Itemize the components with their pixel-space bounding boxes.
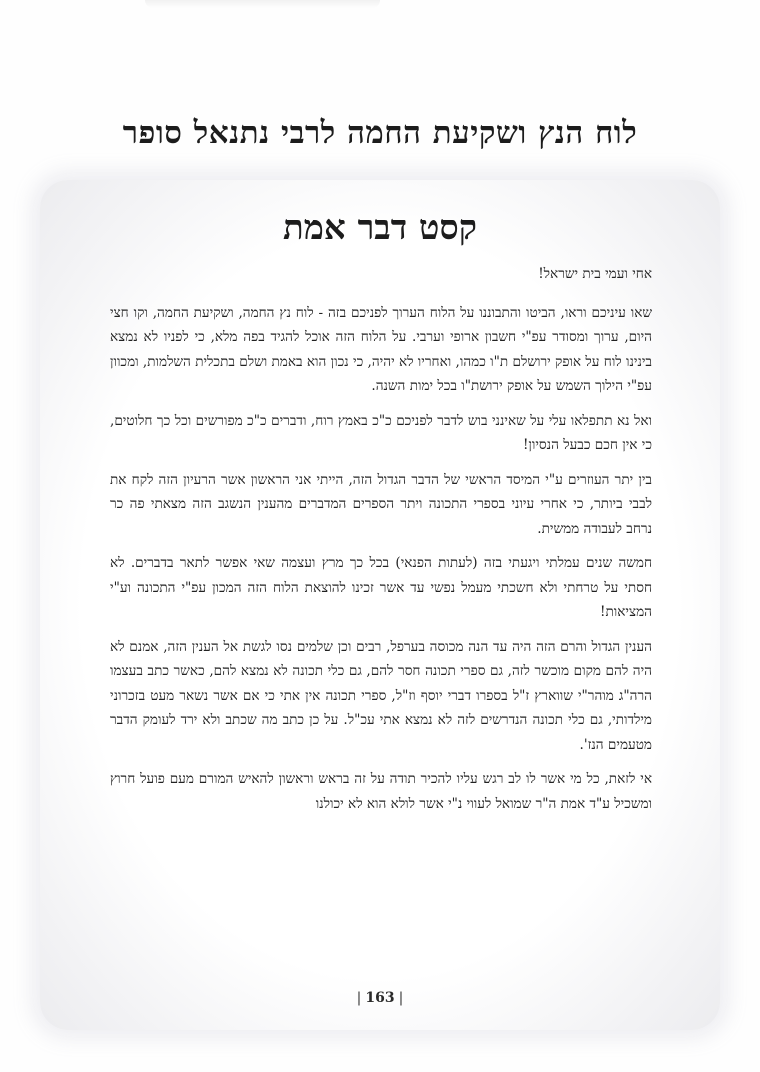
paragraph-2: ואל נא תתפלאו עלי על שאינני בוש לדבר לפניכם כ"כ באמץ רוח, ודברים כ"כ מפורשים וכל כך חלוטים, כי אין חכם כבעל הנסיון!	[110, 412, 652, 453]
page-number	[0, 990, 760, 1006]
body-text	[110, 262, 652, 826]
page-number-separator-right: |	[398, 990, 404, 1006]
paragraph-3: בין יתר העוזרים ע"י המיסד הראשי של הדבר הגדול הזה, הייתי אני הראשון אשר הרעיון הזה לקח את לבבי ביותר, כי אחרי עיוני בספרי התכונה ויתר הספרים המדברים מהענין הנשגב הזה מצאתי פה כר נרחב לעבודה ממשית.	[110, 471, 652, 537]
paragraph-6: אי לזאת, כל מי אשר לו לב רגש עליו להכיר תודה על זה בראש וראשון להאיש המורם מעם פועל חרוץ ומשכיל ע"ד אמת ה"ר שמואל לעווי נ"י אשר לולא הוא לא יכולנו	[110, 771, 652, 812]
paragraph-4: חמשה שנים עמלתי ויגעתי בזה (לעתות הפנאי) בכל כך מרץ ועצמה שאי אפשר לתאר בדברים. לא חסתי על טרחתי ולא חשכתי מעמל נפשי עד אשר זכינו להוצאת הלוח הזה המכון עפ"י התכונה וע"י המציאות!	[110, 555, 652, 620]
page-heading: לוח הנץ ושקיעת החמה לרבי נתנאל סופר	[122, 115, 638, 151]
paragraph-5: הענין הגדול והרם הזה היה עד הנה מכוסה בערפל, רבים וכן שלמים נסו לגשת אל הענין הזה, אמנם לא היה להם מקום מוכשר לזה, גם ספרי תכונה חסר להם, גם כלי תכונה לא נמצא להם, כאשר כתב בעצמו הרה"ג מוהר"י שווארץ ז"ל בספרו דברי יוסף וז"ל, ספרי תכונה אין אתי כי אם אשר נשאר מעט בזכרוני מילדותי, גם כלי תכונה הנדרשים לזה לא נמצא אתי עכ"ל. על כן כתב מה שכתב ולא ירד לעומק הדבר מטעמים הנז'.	[110, 638, 652, 753]
paragraph-1: שאו עיניכם וראו, הביטו והתבוננו על הלוח הערוך לפניכם בזה - לוח נץ החמה, ושקיעת החמה, וקו חצי היום, ערוך ומסודר עפ"י חשבון ארופי וערבי. על הלוח הזה אוכל להגיד בפה מלא, כי לפניו לא נמצא בינינו לוח על אופק ירושלם ת"ו כמהו, ואחריו לא יהיה, כי נכון הוא באמת ושלם בתכלית השלמות, ומכוון עפ"י הילוך השמש על אופק ירושת"ו בכל ימות השנה.	[110, 304, 652, 394]
page-number-value: 163	[365, 990, 395, 1006]
page-number-separator-left: |	[356, 990, 362, 1006]
greeting: אחי ועמי בית ישראל!	[538, 266, 652, 282]
panel-title: קסט דבר אמת	[283, 208, 477, 248]
previous-page-edge	[145, 0, 380, 8]
